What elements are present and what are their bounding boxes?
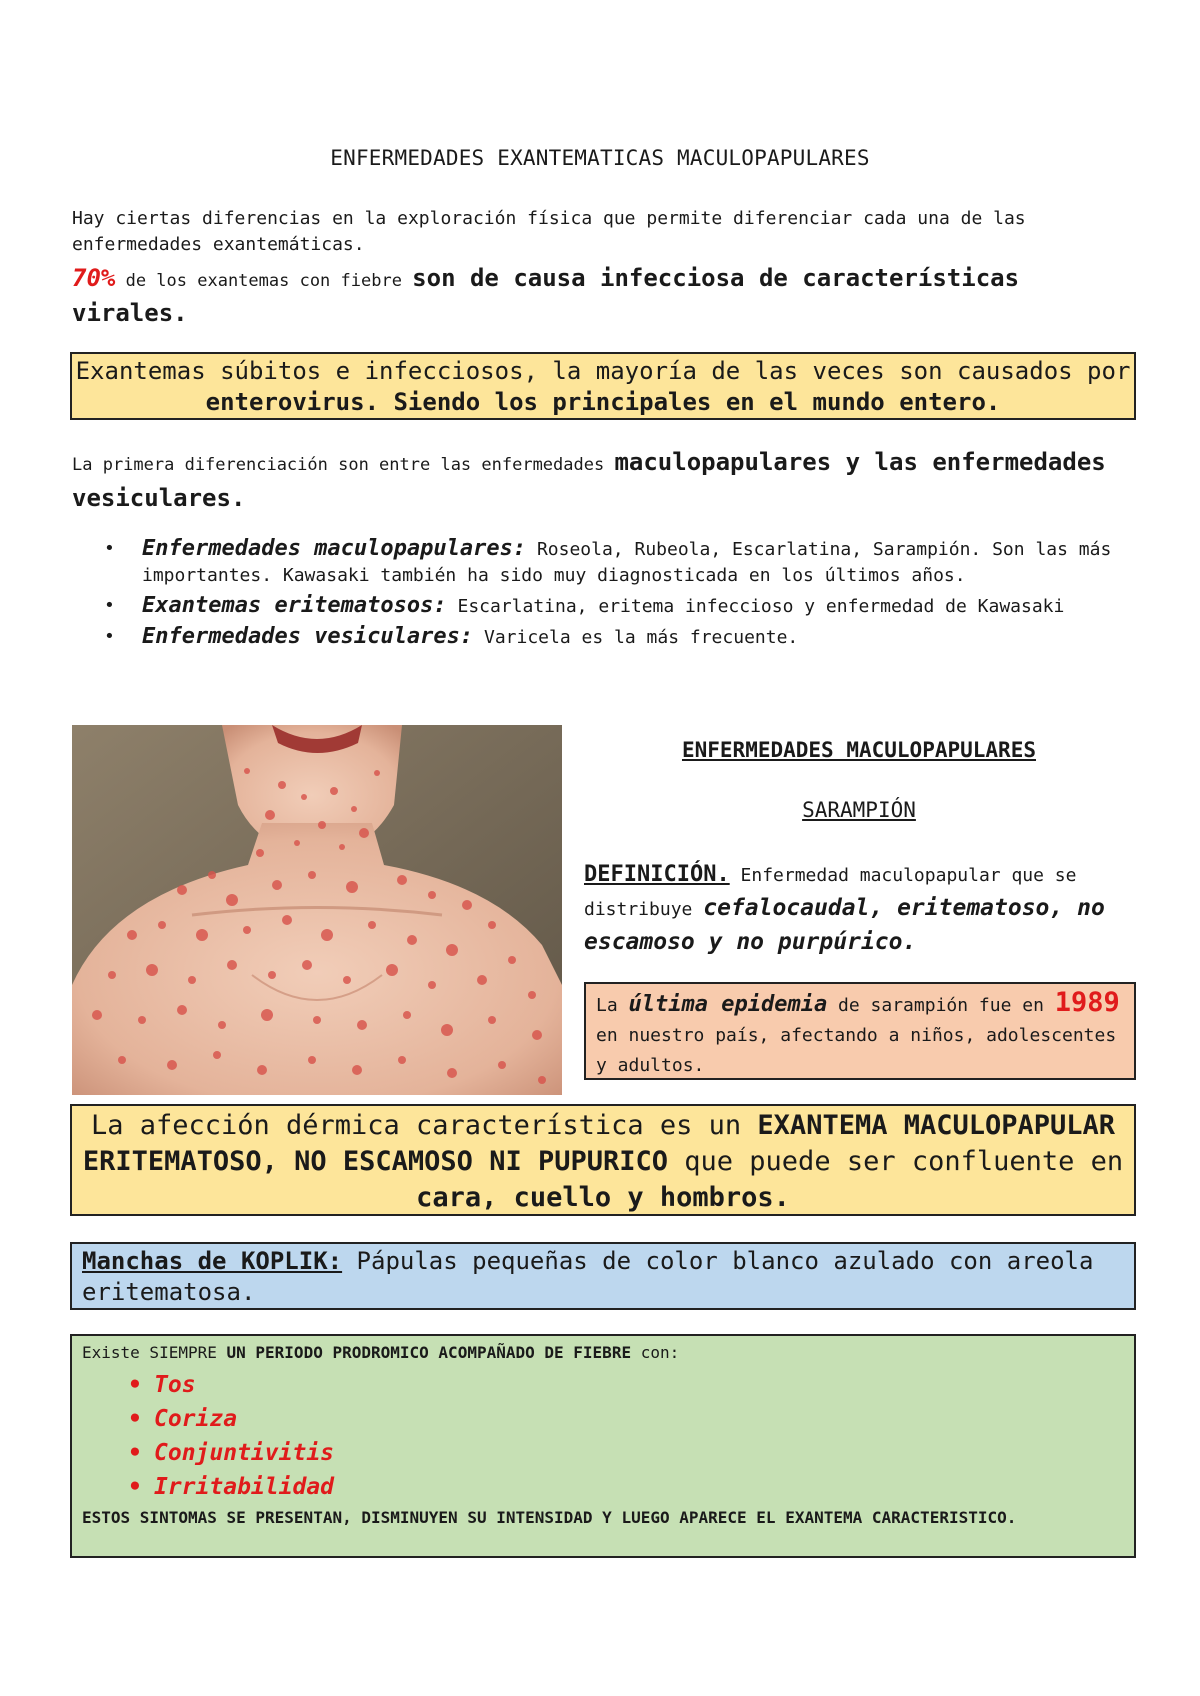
measles-rash-illustration [72,725,562,1095]
differentiation-paragraph [72,446,1132,518]
list-item [72,536,1132,589]
statistic-paragraph [72,262,1132,332]
list-item [82,1436,1124,1470]
affection-callout [70,1104,1136,1216]
statistic-emphasis: son de causa infecciosa de características virales. [72,264,1020,327]
bullet-icon: • [128,1372,142,1398]
koplik-label: Manchas de KOPLIK: [82,1247,343,1275]
affection-text-1: La afección dérmica característica es un [90,1110,758,1141]
list-item [82,1402,1124,1436]
koplik-text: Pápulas pequeñas de color blanco azulado con areola eritematosa. [82,1247,1094,1306]
koplik-callout [70,1242,1136,1310]
statistic-percent: 70% [72,264,116,292]
prodromal-callout [70,1334,1136,1558]
bullet-icon: • [128,1474,142,1500]
list-item-term: Enfermedades vesiculares: [142,624,474,649]
definition-text: Enfermedad maculopapular que se distribuye [584,865,1077,920]
list-item-text: Escarlatina, eritema infeccioso y enfermedad de Kawasaki [446,596,1065,617]
prodromal-intro-end: con: [631,1343,680,1362]
affection-text-2: que puede ser confluente en [668,1146,1124,1177]
list-item [82,1470,1124,1504]
bullet-icon: • [104,538,115,559]
subheading-sarampion: SARAMPIÓN [802,798,916,822]
epidemic-year: 1989 [1054,987,1120,1018]
list-item-text: Roseola, Rubeola, Escarlatina, Sarampión. Son las más importantes. Kawasaki también ha sido muy diagnosticada en los últimos años. [142,539,1112,586]
list-item-text: Varicela es la más frecuente. [473,627,799,648]
statistic-middle: de los exantemas con fiebre [115,271,413,291]
definition-paragraph [584,858,1136,960]
section-heading: ENFERMEDADES MACULOPAPULARES [681,738,1036,762]
bullet-icon: • [128,1406,142,1432]
list-item [82,1368,1124,1402]
list-item [72,593,1132,620]
page-title: ENFERMEDADES EXANTEMATICAS MACULOPAPULARES [330,146,870,170]
symptom-label: Conjuntivitis [154,1440,335,1466]
differentiation-text: La primera diferenciación son entre las enfermedades [72,455,615,475]
prodromal-closing: ESTOS SINTOMAS SE PRESENTAN, DISMINUYEN SU INTENSIDAD Y LUEGO APARECE EL EXANTEMA CARACTERISTICO. [82,1508,1017,1527]
measles-rash-photo [72,725,562,1095]
differentiation-emphasis: maculopapulares y las enfermedades vesiculares. [72,448,1106,512]
prodromal-intro [82,1340,1124,1366]
prodromal-intro-text: Existe SIEMPRE [82,1343,227,1362]
symptom-label: Irritabilidad [154,1474,335,1500]
disease-list [72,536,1132,655]
epidemic-pre: La [596,995,629,1016]
affection-emphasis-2: cara, cuello y hombros. [416,1182,790,1213]
prodromal-intro-emphasis: UN PERIODO PRODROMICO ACOMPAÑADO DE FIEBRE [226,1343,632,1362]
intro-paragraph: Hay ciertas diferencias en la exploración física que permite diferenciar cada una de las enfermedades exantemáticas. [72,208,1026,255]
list-item-term: Exantemas eritematosos: [142,593,447,618]
enterovirus-text: Exantemas súbitos e infecciosos, la mayoría de las veces son causados por [75,357,1131,385]
bullet-icon: • [104,626,115,647]
list-item-term: Enfermedades maculopapulares: [142,536,527,561]
enterovirus-emphasis: enterovirus. Siendo los principales en el mundo entero. [205,388,1001,416]
list-item [72,624,1132,651]
epidemic-mid: de sarampión fue en [827,995,1055,1016]
symptom-label: Tos [154,1372,196,1398]
affection-emphasis-1: EXANTEMA MACULOPAPULAR ERITEMATOSO, NO ESCAMOSO NI PUPURICO [82,1110,1116,1177]
symptom-list [82,1368,1124,1504]
enterovirus-callout [70,352,1136,420]
epidemic-emphasis: última epidemia [628,992,828,1017]
definition-emphasis: cefalocaudal, eritematoso, no escamoso y no purpúrico. [584,895,1105,955]
epidemic-callout [584,982,1136,1080]
symptom-label: Coriza [154,1406,238,1432]
definition-label: DEFINICIÓN. [584,862,730,887]
bullet-icon: • [128,1440,142,1466]
bullet-icon: • [104,595,115,616]
epidemic-post: en nuestro país, afectando a niños, adolescentes y adultos. [596,1025,1117,1076]
